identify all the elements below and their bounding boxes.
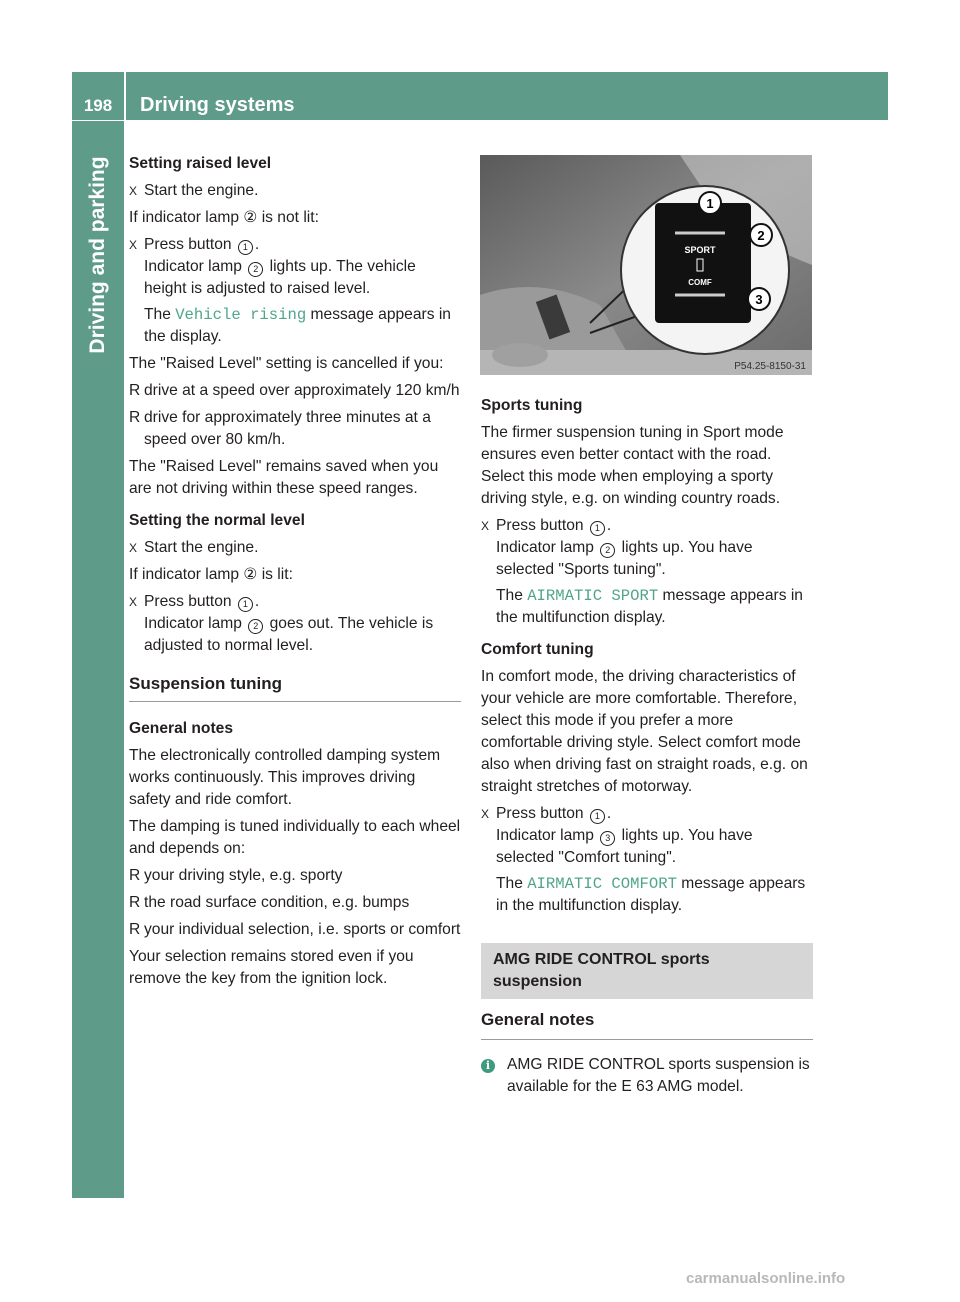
step-marker: X <box>129 238 138 252</box>
callout-1: 1 <box>238 597 253 612</box>
step: X Press button 1 . Indicator lamp 2 lights up. You have selected "Sports tuning". The AIRMATIC SPORT message appears in the multifunction display. <box>481 517 803 626</box>
watermark: carmanualsonline.info <box>686 1270 846 1287</box>
callout-1-label: 1 <box>706 196 714 211</box>
step: X Press button 1 . Indicator lamp 2 lights up. The vehicle height is adjusted to raised level. The Vehicle rising message appears in the display. <box>129 234 461 348</box>
step: X Press button 1 . Indicator lamp 3 lights up. You have selected "Comfort tuning". The AIRMATIC COMFORT message appears in the multifunction display. <box>481 805 806 914</box>
suspension-button-photo <box>480 155 812 375</box>
page-number: 198 <box>72 72 124 120</box>
comf-label: COMF <box>688 278 712 287</box>
callout-3-label: 3 <box>755 292 763 307</box>
normal-heading: Setting the normal level <box>129 512 305 529</box>
page-title: Driving systems <box>126 72 888 120</box>
general-heading: General notes <box>129 720 233 737</box>
step-marker: X <box>129 184 138 198</box>
step: X Press button 1 . Indicator lamp 2 goes out. The vehicle is adjusted to normal level. <box>129 593 434 654</box>
step: X Start the engine. <box>129 539 259 556</box>
display-message: AIRMATIC SPORT <box>527 587 659 605</box>
comfort-heading: Comfort tuning <box>481 641 594 658</box>
image-code: P54.25-8150-31 <box>734 361 806 372</box>
list-item: R your individual selection, i.e. sports or comfort <box>129 921 461 938</box>
step: X Start the engine. <box>129 180 461 202</box>
callout-1: 1 <box>590 521 605 536</box>
right-column: Sports tuning The firmer suspension tuning in Sport mode ensures even better contact with the road. Select this mode when employing a sporty driving style, e.g. on winding country roads. X Press button 1 . Indicator lamp 2 lights up. You have selected "Sports tuning". The AIRMATIC SPORT message appears in the multifunction display. Comfort tuning In comfort mode, the driving characteristics of your vehicle are more comfortable. Therefore, select this mode if you prefer a more comfortable driving style. Select comfort mode also when driving fast on straight roads, e.g. on straight stretches of motorway. X Press button 1 . Indicator lamp 3 lights up. You have selected "Comfort tuning". The AIRMATIC COMFORT message appears in the multifunction display. AMG RIDE CONTROL sports suspension General notes i AMG RIDE CONTROL sports suspension is available for the E 63 AMG model. <box>481 395 813 1098</box>
info-icon: i <box>481 1059 495 1073</box>
display-message: Vehicle rising <box>175 306 307 324</box>
callout-2: 2 <box>248 262 263 277</box>
display-message: AIRMATIC COMFORT <box>527 875 677 893</box>
list-item: R your driving style, e.g. sporty <box>129 867 343 884</box>
callout-2: 2 <box>600 543 615 558</box>
list-item: R the road surface condition, e.g. bumps <box>129 894 410 911</box>
section-heading: Suspension tuning <box>129 673 461 702</box>
info-note: i AMG RIDE CONTROL sports suspension is available for the E 63 AMG model. <box>481 1054 813 1098</box>
callout-2: 2 <box>248 619 263 634</box>
left-column: Setting raised level X Start the engine. If indicator lamp ② is not lit: X Press button 1 . Indicator lamp 2 lights up. The vehicle height is adjusted to raised level. The Vehicle rising message appears in the display. The "Raised Level" setting is cancelled if you: R drive at a speed over approximately 120 km/h R drive for approximately three minutes at a speed over 80 km/h. The "Raised Level" remains saved when you are not driving within these speed ranges. Setting the normal level X Start the engine. If indicator lamp ② is lit: X Press button 1 . Indicator lamp 2 goes out. The vehicle is adjusted to normal level. Suspension tuning General notes The electronically controlled damping system works continuously. This improves driving safety and ride comfort. The damping is tuned individually to each wheel and depends on: R your driving style, e.g. sporty R the road surface condition, e.g. bumps R your individual selection, i.e. sports or comfort Your selection remains stored even if you remove the key from the ignition lock. <box>129 155 461 987</box>
callout-2-label: 2 <box>757 228 765 243</box>
amg-general-heading: General notes <box>481 1009 813 1040</box>
callout-3: 3 <box>600 831 615 846</box>
list-item: R drive for approximately three minutes at a speed over 80 km/h. <box>129 409 431 448</box>
side-tab-label: Driving and parking <box>86 156 109 354</box>
raised-heading: Setting raised level <box>129 155 272 172</box>
amg-section-box: AMG RIDE CONTROL sports suspension <box>481 943 813 999</box>
callout-1: 1 <box>238 240 253 255</box>
sport-label: SPORT <box>684 245 716 255</box>
condition: If indicator lamp ② is not lit: <box>129 209 319 226</box>
list-item: R drive at a speed over approximately 120 km/h <box>129 382 460 399</box>
sports-heading: Sports tuning <box>481 397 583 414</box>
callout-1: 1 <box>590 809 605 824</box>
